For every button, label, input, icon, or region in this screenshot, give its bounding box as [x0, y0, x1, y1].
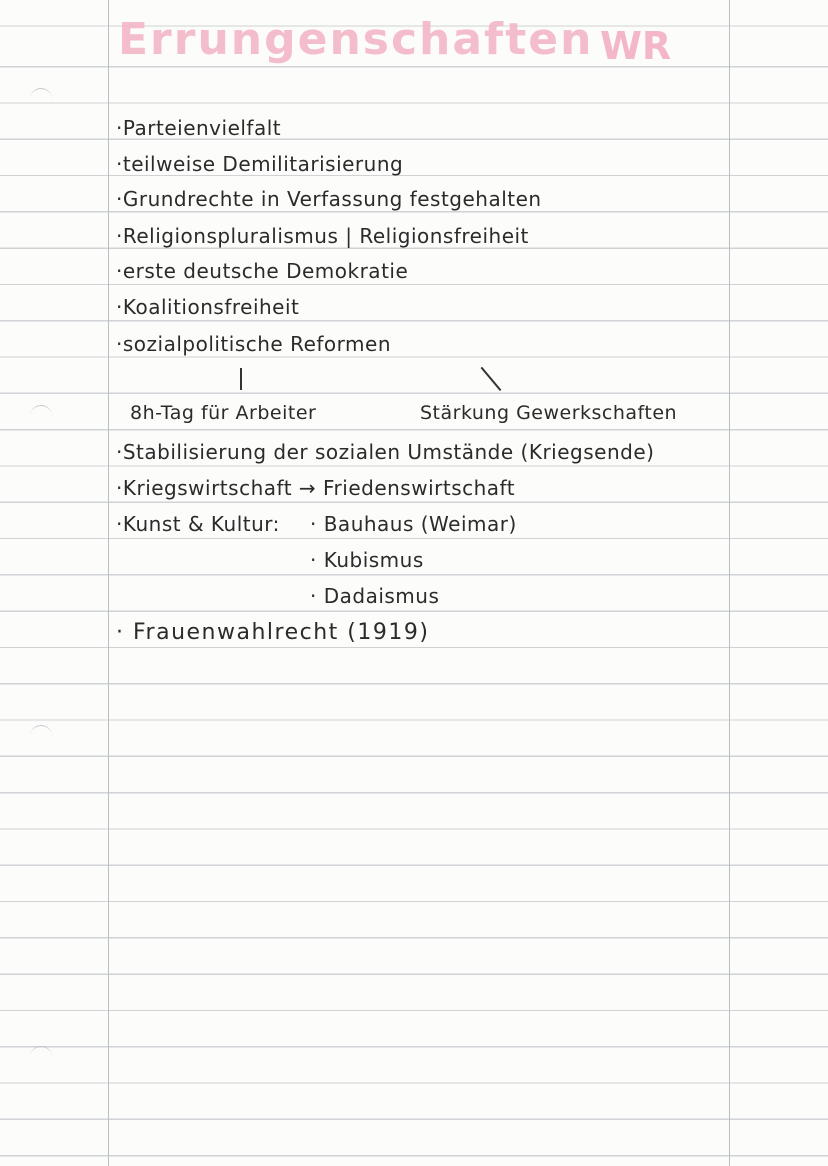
punch-hole [30, 725, 52, 740]
list-item: · Frauenwahlrecht (1919) [116, 620, 430, 645]
list-item: ·erste deutsche Demokratie [116, 259, 409, 283]
page-title: Errungenschaften [118, 14, 594, 65]
list-item: ·teilweise Demilitarisierung [116, 152, 404, 176]
culture-item: · Dadaismus [310, 584, 440, 608]
list-item: ·Kriegswirtschaft → Friedenswirtschaft [116, 476, 516, 500]
punch-hole [30, 405, 52, 420]
branch-line-left [240, 368, 242, 390]
list-item: ·Religionspluralismus | Religionsfreiheit [116, 224, 529, 248]
reform-right: Stärkung Gewerkschaften [420, 402, 678, 424]
subject-tag: WR [600, 24, 672, 68]
list-item: ·Grundrechte in Verfassung festgehalten [116, 187, 542, 211]
left-margin-line [108, 0, 109, 1166]
list-item: ·Stabilisierung der sozialen Umstände (Kriegsende) [116, 440, 655, 464]
list-item: ·Koalitionsfreiheit [116, 295, 300, 319]
list-item: ·Parteienvielfalt [116, 116, 282, 140]
list-item: ·Kunst & Kultur: [116, 512, 280, 536]
list-item: ·sozialpolitische Reformen [116, 332, 391, 356]
culture-item: · Kubismus [310, 548, 424, 572]
branch-line-right [481, 367, 502, 391]
right-margin-line [729, 0, 730, 1166]
punch-hole [30, 88, 52, 103]
reform-left: 8h-Tag für Arbeiter [130, 402, 317, 424]
punch-hole [30, 1046, 52, 1061]
culture-item: · Bauhaus (Weimar) [310, 512, 517, 536]
